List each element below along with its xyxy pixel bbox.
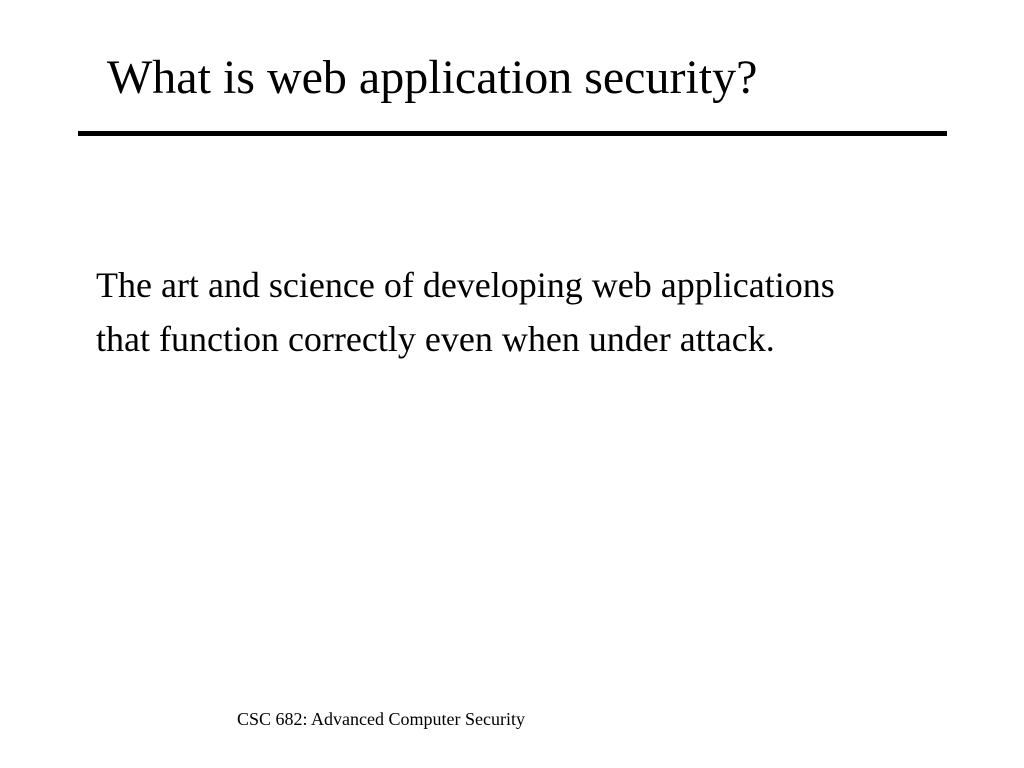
title-divider (78, 131, 947, 136)
slide-body-text: The art and science of developing web applications that function correctly even when under attack. (96, 265, 835, 359)
slide-footer: CSC 682: Advanced Computer Security (237, 709, 525, 729)
slide-title: What is web application security? (107, 51, 758, 104)
